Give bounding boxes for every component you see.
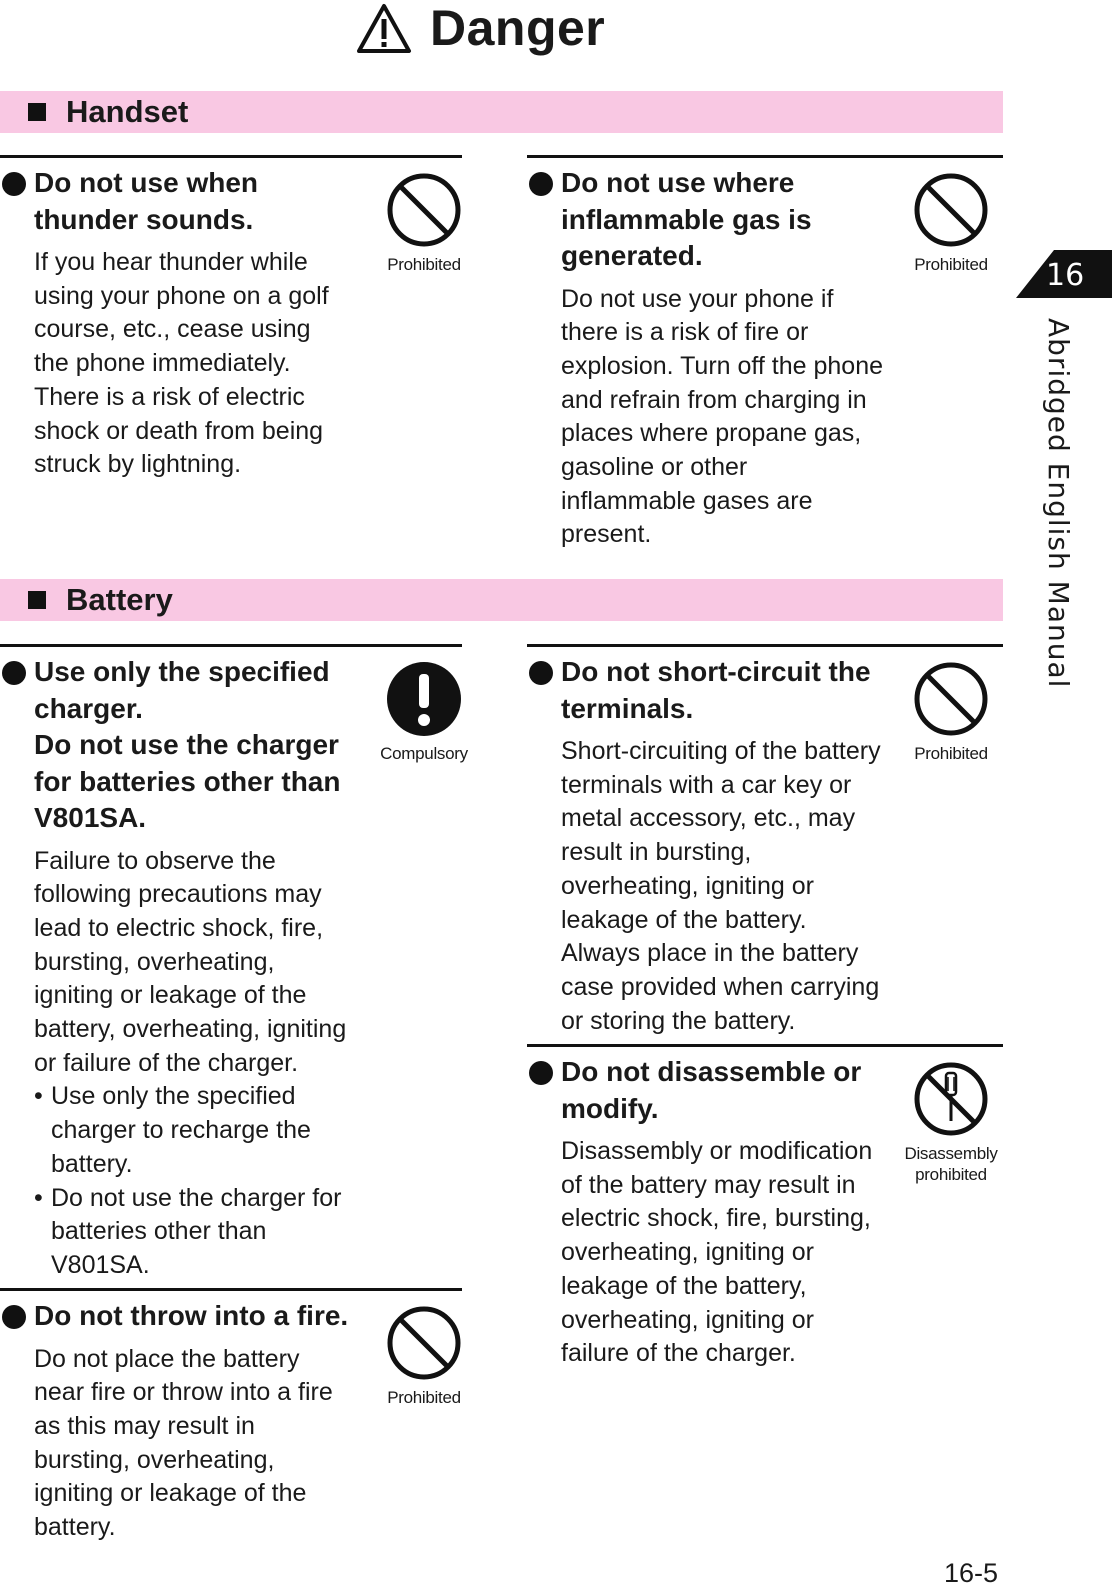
card-heading-text: Do not use where inflammable gas is generated. <box>561 167 812 271</box>
symbol-block <box>379 661 469 764</box>
card-body: Do not place the battery near fire or throw into a fire as this may result in bursting, overheating, igniting or leakage of the battery. <box>34 1344 333 1542</box>
card-heading-text: Do not disassemble or modify. <box>561 1056 862 1124</box>
list-item: • Use only the specified charger to recharge the battery. <box>34 1080 462 1181</box>
bullet-dot-icon <box>529 661 553 685</box>
symbol-label: Compulsory <box>380 744 468 763</box>
chapter-number: 16 <box>1046 258 1085 293</box>
bullet-dot-icon <box>2 1305 26 1329</box>
precaution-list <box>0 1080 462 1282</box>
card-body: Failure to observe the following precautions may lead to electric shock, fire, bursting, overheating, igniting or leakage of the battery, overheating, igniting or failure of the charger. <box>34 846 347 1077</box>
bullet-dot-icon <box>529 172 553 196</box>
page-number: 16-5 <box>944 1558 999 1588</box>
section-title: Handset <box>66 94 189 129</box>
title-text: Danger <box>430 0 606 56</box>
card-body: If you hear thunder while using your phone on a golf course, etc., cease using the phone immediately. There is a risk of electric shock or death from being struck by lightning. <box>34 248 329 479</box>
prohibited-icon <box>386 172 462 248</box>
symbol-label: Prohibited <box>387 1388 461 1407</box>
symbol-block <box>379 172 469 275</box>
card-heading-text: Do not short-circuit the terminals. <box>561 656 871 724</box>
prohibited-icon <box>913 172 989 248</box>
card-body: Disassembly or modification of the battery may result in electric shock, fire, bursting, overheating, igniting or leakage of the battery, overheating, igniting or failure of the charger. <box>561 1137 873 1368</box>
card-body: Do not use your phone if there is a risk of fire or explosion. Turn off the phone and refrain from charging in places where propane gas, gasoline or other inflammable gases are present. <box>561 284 883 549</box>
symbol-label: Prohibited <box>914 255 988 274</box>
warning-card-fire <box>0 1288 462 1548</box>
section-header-handset <box>0 91 1003 133</box>
warning-card-disassemble <box>527 1044 1003 1384</box>
square-bullet-icon <box>28 591 46 609</box>
disassembly-prohibited-icon <box>913 1061 989 1137</box>
card-body: Short-circuiting of the battery terminals with a car key or metal accessory, etc., may result in bursting, overheating, igniting or leakage of the battery. Always place in the battery case provided when carrying or storing the battery. <box>561 737 881 1035</box>
symbol-block <box>379 1305 469 1408</box>
page-title <box>356 0 605 56</box>
symbol-label: Prohibited <box>387 255 461 274</box>
card-heading-text: Do not throw into a fire. <box>34 1300 349 1331</box>
compulsory-icon <box>386 661 462 737</box>
symbol-block <box>906 1061 996 1185</box>
section-title: Battery <box>66 582 173 617</box>
warning-triangle-icon <box>356 2 412 54</box>
section-header-battery <box>0 579 1003 621</box>
symbol-block <box>906 172 996 275</box>
bullet-dot-icon <box>529 1061 553 1085</box>
symbol-label: Disassembly prohibited <box>904 1144 998 1184</box>
square-bullet-icon <box>28 103 46 121</box>
warning-card-thunder <box>0 155 462 555</box>
warning-card-charger <box>0 644 468 1284</box>
prohibited-icon <box>913 661 989 737</box>
warning-card-gas <box>527 155 1003 555</box>
card-heading-text: Use only the specified charger. Do not use the charger for batteries other than V801SA. <box>34 656 341 833</box>
bullet-dot-icon <box>2 172 26 196</box>
list-item: • Do not use the charger for batteries other than V801SA. <box>34 1182 462 1283</box>
card-heading-text: Do not use when thunder sounds. <box>34 167 258 235</box>
symbol-block <box>906 661 996 764</box>
bullet-dot-icon <box>2 661 26 685</box>
chapter-label: Abridged English Manual <box>1042 318 1075 689</box>
symbol-label: Prohibited <box>914 744 988 763</box>
warning-card-short-circuit <box>527 644 1003 1044</box>
prohibited-icon <box>386 1305 462 1381</box>
